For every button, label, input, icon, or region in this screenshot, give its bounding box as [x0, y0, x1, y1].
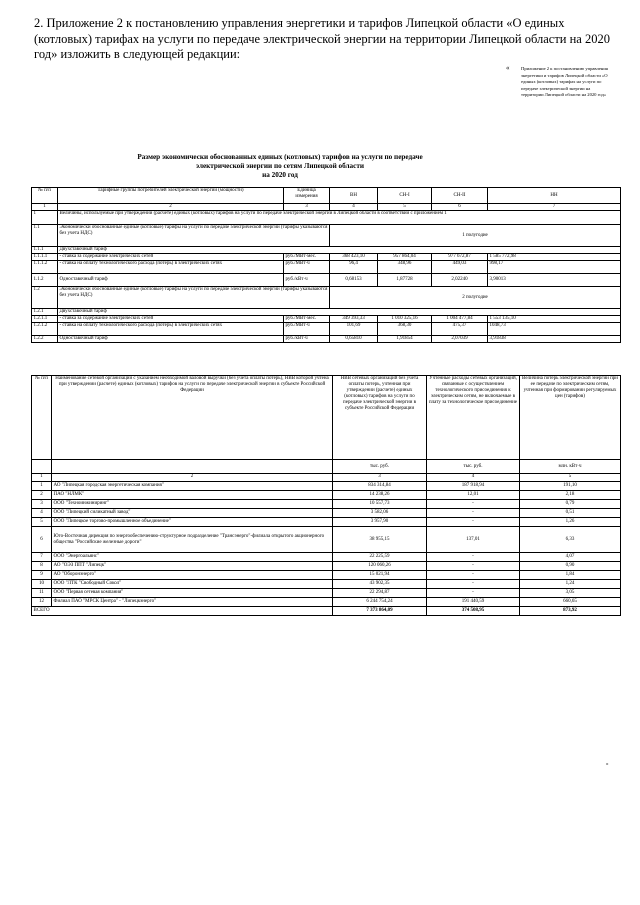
row-text: Экономически обоснованные единые (котловые) тарифы на услуги по передаче электрической энергии (тарифы указываются без учета НДС)	[58, 287, 330, 309]
table-row	[32, 309, 621, 316]
value-norm: 0,51	[520, 509, 621, 518]
header-num: № п/п	[32, 188, 58, 204]
unit-nvv: тыс. руб.	[333, 460, 427, 474]
table-header-row	[32, 188, 621, 204]
row-num: 1	[32, 211, 58, 225]
header-sn2: СН-II	[432, 188, 488, 204]
network-organizations-table	[31, 375, 621, 616]
row-unit: руб./МВт·ч	[284, 323, 330, 336]
value-vn: 96,4	[330, 261, 378, 274]
document-title	[60, 153, 500, 180]
org-name: ООО "ЛТК "Свободный Сокол"	[52, 580, 333, 589]
total-nvv: 7 373 864,09	[333, 607, 427, 616]
row-num: 8	[32, 562, 52, 571]
value-losses: -	[427, 580, 520, 589]
header-num: № п/п	[32, 376, 52, 460]
table-row	[32, 254, 621, 261]
value-norm: 191,10	[520, 482, 621, 491]
col-number: 4	[427, 474, 520, 482]
value-sn1: 1 010 325,16	[378, 316, 432, 323]
value-nvv: 43 902,35	[333, 580, 427, 589]
value-norm: 3,05	[520, 589, 621, 598]
closing-quote: »	[606, 762, 609, 767]
value-norm: 0,90	[520, 562, 621, 571]
tariff-table	[31, 187, 621, 343]
value-vn: 0,68153	[330, 274, 378, 287]
header-group: Тарифные группы потребителей электрической энергии (мощности)	[58, 188, 284, 204]
row-num: 1.1.1.1	[32, 254, 58, 261]
row-num: 2	[32, 491, 52, 500]
row-num: 1.2	[32, 287, 58, 309]
col-number: 3	[284, 204, 330, 211]
row-text: Одноставочный тариф	[58, 336, 284, 343]
value-losses: 187 918,94	[427, 482, 520, 491]
table-row	[32, 247, 621, 254]
row-unit: руб./кВт·ч	[284, 336, 330, 343]
value-nn: 3,90013	[488, 274, 621, 287]
unit-losses: тыс. руб.	[427, 460, 520, 474]
col-number: 4	[330, 204, 378, 211]
table-row	[32, 598, 621, 607]
row-unit: руб./МВт·мес.	[284, 316, 330, 323]
value-losses: 137,01	[427, 527, 520, 553]
header-nn: НН	[488, 188, 621, 204]
section-row	[32, 287, 621, 309]
col-number: 5	[378, 204, 432, 211]
row-num: 3	[32, 500, 52, 509]
section-row	[32, 225, 621, 247]
row-num: 1	[32, 482, 52, 491]
value-losses: -	[427, 518, 520, 527]
header-nvv: НВВ сетевых организаций без учета оплаты потерь, учтенная при утверждении (расчете) единых (котловых) тарифов на услуги по передаче электрической энергии в субъекте Российской Федерации	[333, 376, 427, 460]
value-nvv: 10 557,73	[333, 500, 427, 509]
value-norm: 1,24	[520, 580, 621, 589]
row-text: - ставка на оплату технологического расхода (потерь) в электрических сетях	[58, 323, 284, 336]
total-norm: 873,92	[520, 607, 621, 616]
table-row	[32, 553, 621, 562]
value-nvv: 6 244 754,24	[333, 598, 427, 607]
value-norm: 1,84	[520, 571, 621, 580]
value-sn1: 368,30	[378, 323, 432, 336]
row-unit: руб./кВт·ч	[284, 274, 330, 287]
table-row	[32, 500, 621, 509]
table-row	[32, 509, 621, 518]
value-norm: 0,79	[520, 500, 621, 509]
units-cell	[32, 460, 52, 474]
table-row	[32, 580, 621, 589]
unit-norm: млн. кВт·ч	[520, 460, 621, 474]
value-norm: 660,65	[520, 598, 621, 607]
row-num: 7	[32, 553, 52, 562]
row-num: 1.1.1.2	[32, 261, 58, 274]
period-note: 1 полугодие	[330, 225, 621, 247]
col-number: 3	[333, 474, 427, 482]
value-nn: 1 585 772,98	[488, 254, 621, 261]
col-number: 5	[520, 474, 621, 482]
table-row	[32, 323, 621, 336]
org-name: ООО "Липецкий силикатный завод"	[52, 509, 333, 518]
value-vn: 349 393,33	[330, 316, 378, 323]
value-vn: 0,65810	[330, 336, 378, 343]
opening-quote: «	[506, 64, 510, 72]
org-name: Филиал ПАО "МРСК Центра" - "Липецкэнерго"	[52, 598, 333, 607]
total-label: ВСЕГО	[32, 607, 333, 616]
row-num: 1.1.1	[32, 247, 58, 254]
row-text: Двухставочный тариф	[58, 247, 621, 254]
value-losses: -	[427, 553, 520, 562]
table-row	[32, 518, 621, 527]
value-sn1: 957 864,04	[378, 254, 432, 261]
period-note: 2 полугодие	[330, 287, 621, 309]
value-nn: 1 553 135,10	[488, 316, 621, 323]
value-sn2: 2,07039	[432, 336, 488, 343]
row-text: Экономически обоснованные единые (котловые) тарифы на услуги по передаче электрической энергии (тарифы указываются без учета НДС)	[58, 225, 330, 247]
header-name: Наименование сетевой организации с указанием необходимой валовой выручки (без учета оплаты потерь), НВВ которой учтена при утверждении (расчете) единых (котловых) тарифов на услуги по передаче электрической энергии в субъекте Российской Федерации	[52, 376, 333, 460]
col-number: 2	[58, 204, 284, 211]
header-unit: Единица измерения	[284, 188, 330, 204]
value-sn2: 2,02240	[432, 274, 488, 287]
value-vn: 101,69	[330, 323, 378, 336]
row-unit: руб./МВт·мес.	[284, 254, 330, 261]
row-num: 9	[32, 571, 52, 580]
value-sn1: 1,87728	[378, 274, 432, 287]
row-text: Одноставочный тариф	[58, 274, 284, 287]
value-losses: 191 440,59	[427, 598, 520, 607]
col-number: 6	[432, 204, 488, 211]
value-nvv: 15 021,94	[333, 571, 427, 580]
value-nvv: 3 582,06	[333, 509, 427, 518]
value-losses: -	[427, 562, 520, 571]
intro-paragraph: 2. Приложение 2 к постановлению управления энергетики и тарифов Липецкой области «О единых (котловых) тарифах на услуги по передаче электрической энергии на территории Липецкой области на 2020 год» изложить в следующей редакции:	[34, 16, 610, 61]
value-nvv: 22 225,59	[333, 553, 427, 562]
value-losses: -	[427, 500, 520, 509]
org-name: ООО "Первая сетевая компания"	[52, 589, 333, 598]
value-sn1: 1,91854	[378, 336, 432, 343]
row-num: 6	[32, 527, 52, 553]
table-row	[32, 571, 621, 580]
row-num: 4	[32, 509, 52, 518]
table-row	[32, 562, 621, 571]
org-name: ООО "Техноинжиниринг"	[52, 500, 333, 509]
row-text: - ставка на оплату технологического расхода (потерь) в электрических сетях	[58, 261, 284, 274]
row-num: 1.2.1.1	[32, 316, 58, 323]
table-header-row	[32, 376, 621, 460]
row-text: Двухставочный тариф	[58, 309, 621, 316]
row-num: 5	[32, 518, 52, 527]
row-unit: руб./МВт·ч	[284, 261, 330, 274]
value-norm: 1,26	[520, 518, 621, 527]
table-row	[32, 491, 621, 500]
section-row	[32, 211, 621, 225]
table-row	[32, 527, 621, 553]
value-nvv: 38 955,15	[333, 527, 427, 553]
row-text: Величины, используемые при утверждении (расчете) единых (котловых) тарифов на услуги по передаче электрической энергии в Липецкой области в соответствии с приложением 1	[58, 211, 621, 225]
org-name: АО "Оборонэнерго"	[52, 571, 333, 580]
table-row	[32, 589, 621, 598]
value-nvv: 22 294,87	[333, 589, 427, 598]
org-name: АО "Липецкая городская энергетическая компания"	[52, 482, 333, 491]
value-nvv: 3 957,90	[333, 518, 427, 527]
appendix-note: Приложение 2 к постановлению управления энергетики и тарифов Липецкой области «О единых (котловых) тарифах на услуги по передаче электрической энергии на территории Липецкой области на 2020 год»	[521, 66, 608, 97]
org-name: Юго-Восточная дирекция по энергообеспечению-структурное подразделение "Трансэнерго"-филиала открытого акционерного общества "Российские железные дороги"	[52, 527, 333, 553]
value-norm: 6,33	[520, 527, 621, 553]
value-losses: 12,01	[427, 491, 520, 500]
value-nn: 998,17	[488, 261, 621, 274]
col-number: 2	[52, 474, 333, 482]
row-text: - ставка за содержание электрических сетей	[58, 316, 284, 323]
value-sn2: 475,37	[432, 323, 488, 336]
table-row	[32, 316, 621, 323]
row-num: 12	[32, 598, 52, 607]
header-losses: Учтенные расходы сетевых организаций, связанные с осуществлением технологического присоединения к электрическим сетям, не включаемые в плату за технологическое присоединение	[427, 376, 520, 460]
value-losses: -	[427, 509, 520, 518]
value-sn2: 977 672,87	[432, 254, 488, 261]
value-losses: -	[427, 571, 520, 580]
row-num: 1.1.2	[32, 274, 58, 287]
org-name: ООО "Энергоальянс"	[52, 553, 333, 562]
value-norm: 4,07	[520, 553, 621, 562]
row-num: 1.2.1.2	[32, 323, 58, 336]
value-losses: -	[427, 589, 520, 598]
units-cell	[52, 460, 333, 474]
value-sn2: 1 004 477,84	[432, 316, 488, 323]
title-line-3: на 2020 год	[262, 171, 298, 179]
total-row	[32, 607, 621, 616]
org-name: ПАО "НЛМК"	[52, 491, 333, 500]
row-num: 1.2.1	[32, 309, 58, 316]
org-name: ООО "Липецкое торгово-промышленное объединение"	[52, 518, 333, 527]
table-row	[32, 336, 621, 343]
header-norm: Величина потерь электрической энергии при ее передаче по электрическим сетям, учтенная при формировании регулируемых цен (тарифов)	[520, 376, 621, 460]
value-norm: 2,18	[520, 491, 621, 500]
row-num: 1.1	[32, 225, 58, 247]
value-sn1: 348,96	[378, 261, 432, 274]
total-losses: 374 508,95	[427, 607, 520, 616]
col-number: 1	[32, 474, 52, 482]
value-vn: 368 423,10	[330, 254, 378, 261]
header-sn1: СН-I	[378, 188, 432, 204]
row-num: 11	[32, 589, 52, 598]
header-vn: ВН	[330, 188, 378, 204]
org-name: АО "ОЭЗ ППТ "Липецк"	[52, 562, 333, 571]
row-num: 10	[32, 580, 52, 589]
table-row	[32, 482, 621, 491]
value-nvv: 834 314,84	[333, 482, 427, 491]
column-number-row	[32, 474, 621, 482]
row-num: 1.2.2	[32, 336, 58, 343]
column-number-row	[32, 204, 621, 211]
col-number: 1	[32, 204, 58, 211]
value-nvv: 14 238,26	[333, 491, 427, 500]
col-number: 7	[488, 204, 621, 211]
value-nn: 1048,73	[488, 323, 621, 336]
value-nn: 3,91838	[488, 336, 621, 343]
title-line-2: электрической энергии по сетям Липецкой области	[195, 162, 365, 170]
row-text: - ставка за содержание электрических сетей	[58, 254, 284, 261]
units-row	[32, 460, 621, 474]
value-sn2: 449,03	[432, 261, 488, 274]
table-row	[32, 261, 621, 274]
value-nvv: 120 060,26	[333, 562, 427, 571]
table-row	[32, 274, 621, 287]
title-line-1: Размер экономически обоснованных единых (котловых) тарифов на услуги по передаче	[137, 153, 423, 161]
